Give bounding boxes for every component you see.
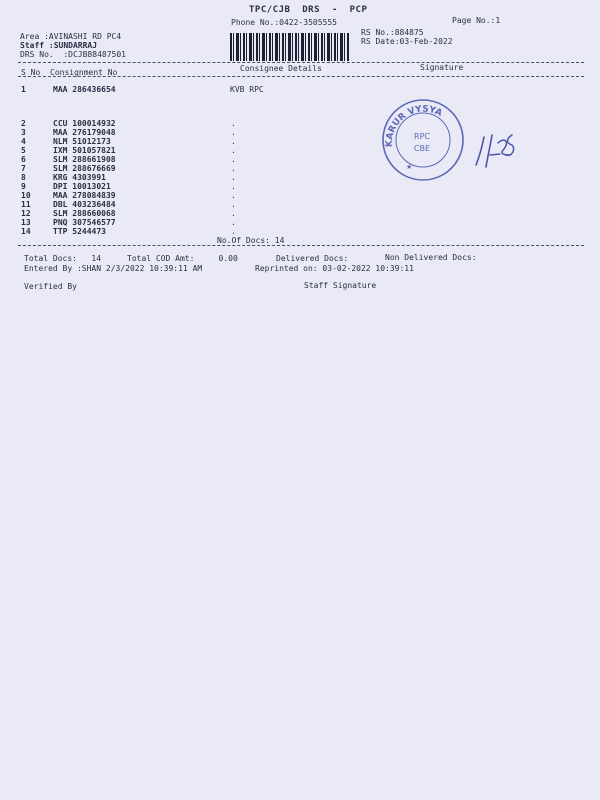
row-consignment: SLM 288660068 xyxy=(53,209,116,218)
non-delivered-docs: Non Delivered Docs: xyxy=(385,253,477,262)
drs-number: DRS No. :DCJB88487501 xyxy=(20,50,126,59)
row-consignment: MAA 278084839 xyxy=(53,191,116,200)
header-divider-top xyxy=(18,62,584,63)
row-consignment: IXM 501057821 xyxy=(53,146,116,155)
row-sno: 10 xyxy=(21,191,31,200)
row-consignment: SLM 288676669 xyxy=(53,164,116,173)
karur-vysya-stamp xyxy=(378,95,468,185)
row-sno: 4 xyxy=(21,137,26,146)
row-consignee: . xyxy=(231,200,236,209)
row-consignee: . xyxy=(231,164,236,173)
row-sno: 9 xyxy=(21,182,26,191)
column-signature: Signature xyxy=(420,63,464,72)
handwritten-signature xyxy=(468,125,518,180)
row-consignment: CCU 100014932 xyxy=(53,119,116,128)
row-consignment: MAA 276179048 xyxy=(53,128,116,137)
header-divider-bottom xyxy=(18,76,584,77)
row-sno: 6 xyxy=(21,155,26,164)
entered-by: Entered By :SHAN 2/3/2022 10:39:11 AM xyxy=(24,264,203,273)
row-consignment: TTP 5244473 xyxy=(53,227,106,236)
row-consignee: . xyxy=(231,119,236,128)
row-sno: 3 xyxy=(21,128,26,137)
page-number: Page No.:1 xyxy=(452,16,501,25)
staff-signature: Staff Signature xyxy=(304,281,377,290)
reprinted-on: Reprinted on: 03-02-2022 10:39:11 xyxy=(255,264,414,273)
row-consignment: KRG 4303991 xyxy=(53,173,106,182)
phone-number: Phone No.:0422-3505555 xyxy=(231,18,337,27)
row-consignment: PNQ 307546577 xyxy=(53,218,116,227)
row-consignee: . xyxy=(231,155,236,164)
row-consignee: . xyxy=(231,173,236,182)
row-sno: 13 xyxy=(21,218,31,227)
row-consignee: . xyxy=(231,227,236,236)
row-consignment: NLM 51012173 xyxy=(53,137,111,146)
row-consignee: . xyxy=(231,128,236,137)
stamp-text-mid: RPC xyxy=(414,132,430,141)
row-sno: 14 xyxy=(21,227,31,236)
no-of-docs: No.Of Docs: 14 xyxy=(217,236,285,245)
row-consignee: . xyxy=(231,191,236,200)
row-sno: 8 xyxy=(21,173,26,182)
row-consignee: . xyxy=(231,218,236,227)
stamp-text-top: KARUR VYSYA xyxy=(384,104,444,148)
row-sno: 11 xyxy=(21,200,31,209)
staff-label: Staff :SUNDARRAJ xyxy=(20,41,98,50)
column-consignment: Consignment No xyxy=(50,68,118,77)
stamp-text-bottom: CBE xyxy=(413,144,431,153)
stamp-star-icon: ★ xyxy=(406,163,413,171)
row-consignee: . xyxy=(231,182,236,191)
row-consignment: SLM 288661908 xyxy=(53,155,116,164)
row-sno: 5 xyxy=(21,146,26,155)
row-sno: 2 xyxy=(21,119,26,128)
row-consignee: KVB RPC xyxy=(230,85,264,94)
barcode xyxy=(230,33,350,61)
row-sno: 1 xyxy=(21,85,26,94)
delivered-docs: Delivered Docs: xyxy=(276,254,349,263)
row-consignment: MAA 286436654 xyxy=(53,85,116,94)
row-consignment: DPI 10013021 xyxy=(53,182,111,191)
verified-by: Verified By xyxy=(24,282,77,291)
total-cod-amount: Total COD Amt: 0.00 xyxy=(127,254,238,263)
rs-date: RS Date:03-Feb-2022 xyxy=(361,37,453,46)
row-consignment: DBL 403236484 xyxy=(53,200,116,209)
row-sno: 7 xyxy=(21,164,26,173)
area-label: Area :AVINASHI RD PC4 xyxy=(20,32,122,41)
row-sno: 12 xyxy=(21,209,31,218)
rs-number: RS No.:884875 xyxy=(361,28,424,37)
column-sno: S No xyxy=(21,68,41,77)
total-docs: Total Docs: 14 xyxy=(24,254,102,263)
row-consignee: . xyxy=(231,137,236,146)
document-title: TPC/CJB DRS - PCP xyxy=(249,5,368,15)
column-consignee-details: Consignee Details xyxy=(240,64,322,73)
row-consignee: . xyxy=(231,209,236,218)
row-consignee: . xyxy=(231,146,236,155)
summary-divider xyxy=(18,245,584,246)
